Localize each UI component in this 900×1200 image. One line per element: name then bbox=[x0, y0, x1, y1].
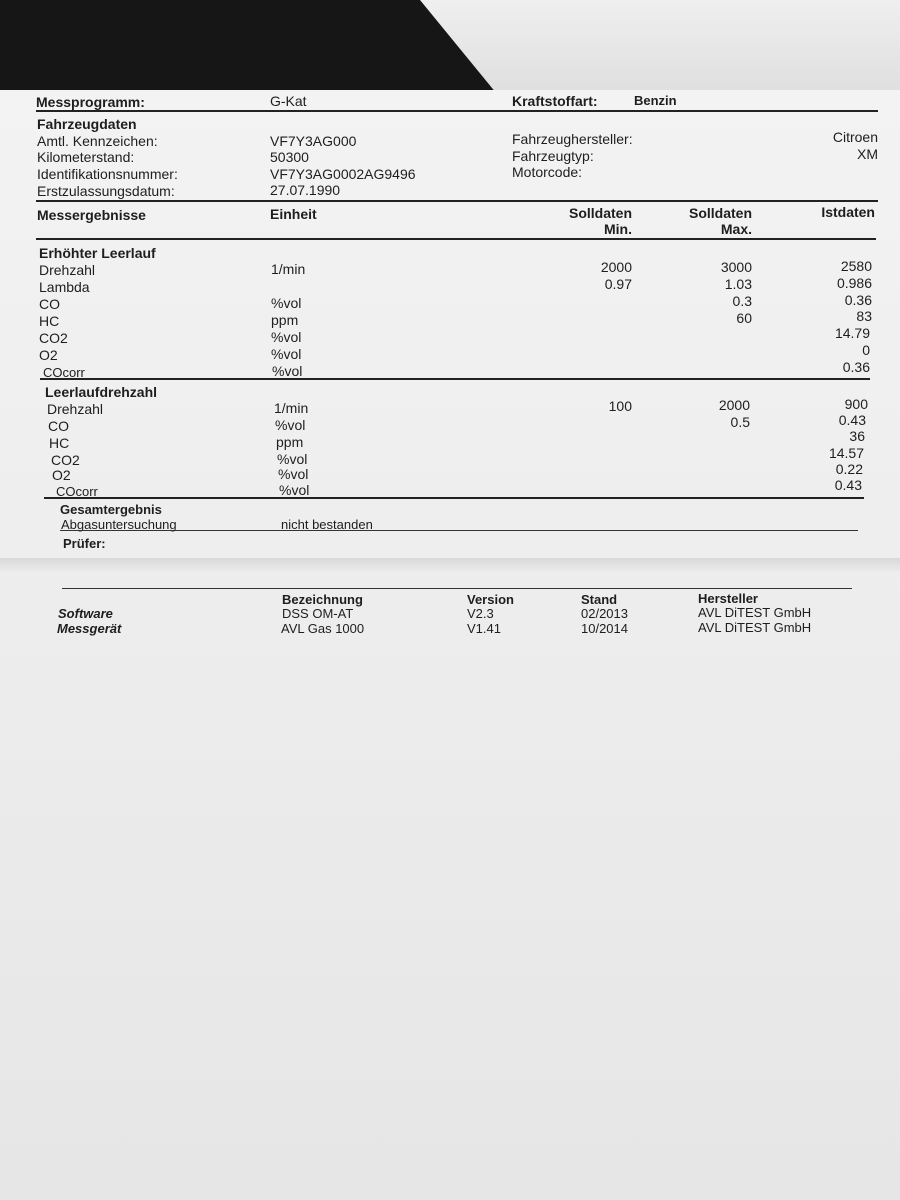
row-name: O2 bbox=[39, 347, 58, 363]
row-ist: 0.22 bbox=[835, 461, 863, 477]
row-max: 1.03 bbox=[724, 276, 752, 292]
row-max: 2000 bbox=[718, 397, 750, 413]
footer-row-bezeichnung: AVL Gas 1000 bbox=[281, 621, 365, 636]
abgasuntersuchung-result: nicht bestanden bbox=[281, 517, 373, 532]
row-ist: 0.43 bbox=[838, 412, 866, 428]
row-ist: 0.36 bbox=[842, 359, 870, 375]
row-ist: 0 bbox=[862, 342, 870, 358]
divider bbox=[44, 497, 864, 499]
row-name: CO bbox=[39, 296, 60, 312]
row-name: Lambda bbox=[39, 279, 90, 295]
row-unit: %vol bbox=[271, 346, 302, 362]
footer-row-version: V1.41 bbox=[467, 621, 501, 636]
kennzeichen-label: Amtl. Kennzeichen: bbox=[37, 133, 158, 149]
row-ist: 14.79 bbox=[834, 325, 870, 341]
row-unit: ppm bbox=[271, 312, 299, 328]
row-min: 0.97 bbox=[604, 276, 632, 292]
row-min: 2000 bbox=[600, 259, 632, 275]
kennzeichen-value: VF7Y3AG000 bbox=[270, 133, 357, 149]
footer-row-hersteller: AVL DiTEST GmbH bbox=[698, 605, 812, 620]
row-ist: 14.57 bbox=[828, 445, 864, 461]
row-ist: 0.36 bbox=[844, 292, 872, 308]
row-ist: 0.986 bbox=[836, 275, 872, 291]
row-name: O2 bbox=[52, 467, 71, 483]
row-name: CO2 bbox=[51, 452, 80, 468]
footer-row-hersteller: AVL DiTEST GmbH bbox=[698, 620, 812, 635]
messprogramm-label: Messprogramm: bbox=[36, 94, 145, 110]
row-ist: 2580 bbox=[840, 258, 872, 274]
row-unit: ppm bbox=[276, 434, 304, 450]
kraftstoffart-label: Kraftstoffart: bbox=[512, 93, 598, 109]
divider bbox=[60, 530, 858, 531]
row-ist: 900 bbox=[844, 396, 868, 412]
footer-col-stand: Stand bbox=[581, 592, 618, 607]
fahrzeugtyp-value: XM bbox=[857, 146, 878, 162]
col-messergebnisse: Messergebnisse bbox=[37, 207, 146, 223]
row-name: Drehzahl bbox=[39, 262, 96, 278]
col-solldaten-min-a: Solldaten bbox=[568, 205, 632, 221]
row-name: COcorr bbox=[43, 365, 85, 380]
fahrzeughersteller-label: Fahrzeughersteller: bbox=[512, 131, 633, 147]
row-ist: 83 bbox=[856, 308, 872, 324]
row-name: CO2 bbox=[39, 330, 68, 346]
row-max: 3000 bbox=[720, 259, 752, 275]
row-unit: %vol bbox=[271, 295, 302, 311]
row-max: 0.3 bbox=[732, 293, 752, 309]
paper-fold bbox=[0, 558, 900, 572]
footer-row-label: Software bbox=[58, 606, 113, 621]
motorcode-label: Motorcode: bbox=[512, 164, 583, 180]
messprogramm-value: G-Kat bbox=[270, 93, 307, 109]
row-name: HC bbox=[39, 313, 60, 329]
row-unit: 1/min bbox=[271, 261, 306, 277]
row-unit: %vol bbox=[278, 466, 309, 482]
footer-row-bezeichnung: DSS OM-AT bbox=[282, 606, 354, 621]
footer-col-bezeichnung: Bezeichnung bbox=[282, 592, 363, 607]
footer-col-hersteller: Hersteller bbox=[698, 591, 758, 606]
row-name: COcorr bbox=[56, 484, 98, 499]
row-unit: %vol bbox=[272, 363, 303, 379]
section-leerlaufdrehzahl-title: Leerlaufdrehzahl bbox=[45, 384, 158, 400]
col-einheit: Einheit bbox=[270, 206, 317, 222]
row-name: CO bbox=[48, 418, 69, 434]
row-ist: 0.43 bbox=[834, 477, 862, 493]
footer-row-stand: 10/2014 bbox=[581, 621, 628, 636]
pruefer-label: Prüfer: bbox=[63, 536, 106, 551]
divider bbox=[40, 378, 870, 380]
row-min: 100 bbox=[608, 398, 632, 414]
col-solldaten-max-b: Max. bbox=[720, 221, 752, 237]
identifikationsnummer-label: Identifikationsnummer: bbox=[37, 166, 178, 182]
row-unit: %vol bbox=[271, 329, 302, 345]
footer-col-version: Version bbox=[467, 592, 514, 607]
identifikationsnummer-value: VF7Y3AG0002AG9496 bbox=[270, 166, 416, 182]
fahrzeugtyp-label: Fahrzeugtyp: bbox=[512, 148, 594, 164]
section-erhoehter-leerlauf-title: Erhöhter Leerlauf bbox=[39, 245, 156, 261]
kraftstoffart-value: Benzin bbox=[634, 93, 677, 108]
footer-row-stand: 02/2013 bbox=[581, 606, 628, 621]
row-name: Drehzahl bbox=[47, 401, 104, 417]
fahrzeughersteller-value: Citroen bbox=[832, 129, 878, 145]
footer-row-label: Messgerät bbox=[57, 621, 122, 636]
row-unit: %vol bbox=[279, 482, 310, 498]
row-unit: 1/min bbox=[274, 400, 309, 416]
footer-row-version: V2.3 bbox=[467, 606, 494, 621]
kilometerstand-value: 50300 bbox=[270, 149, 309, 165]
divider bbox=[62, 588, 852, 589]
gesamtergebnis-title: Gesamtergebnis bbox=[60, 502, 162, 517]
row-max: 60 bbox=[736, 310, 752, 326]
row-ist: 36 bbox=[849, 428, 865, 444]
col-solldaten-min-b: Min. bbox=[604, 221, 632, 237]
row-name: HC bbox=[49, 435, 70, 451]
col-istdaten: Istdaten bbox=[821, 204, 875, 220]
row-unit: %vol bbox=[277, 451, 308, 467]
erstzulassungsdatum-label: Erstzulassungsdatum: bbox=[37, 183, 175, 199]
col-solldaten-max-a: Solldaten bbox=[688, 205, 752, 221]
divider bbox=[36, 200, 878, 202]
divider bbox=[36, 238, 876, 240]
row-max: 0.5 bbox=[730, 414, 750, 430]
divider bbox=[36, 110, 878, 112]
erstzulassungsdatum-value: 27.07.1990 bbox=[270, 182, 341, 198]
kilometerstand-label: Kilometerstand: bbox=[37, 149, 135, 165]
fahrzeugdaten-title: Fahrzeugdaten bbox=[37, 116, 137, 132]
row-unit: %vol bbox=[275, 417, 306, 433]
abgasuntersuchung-label: Abgasuntersuchung bbox=[61, 517, 177, 532]
